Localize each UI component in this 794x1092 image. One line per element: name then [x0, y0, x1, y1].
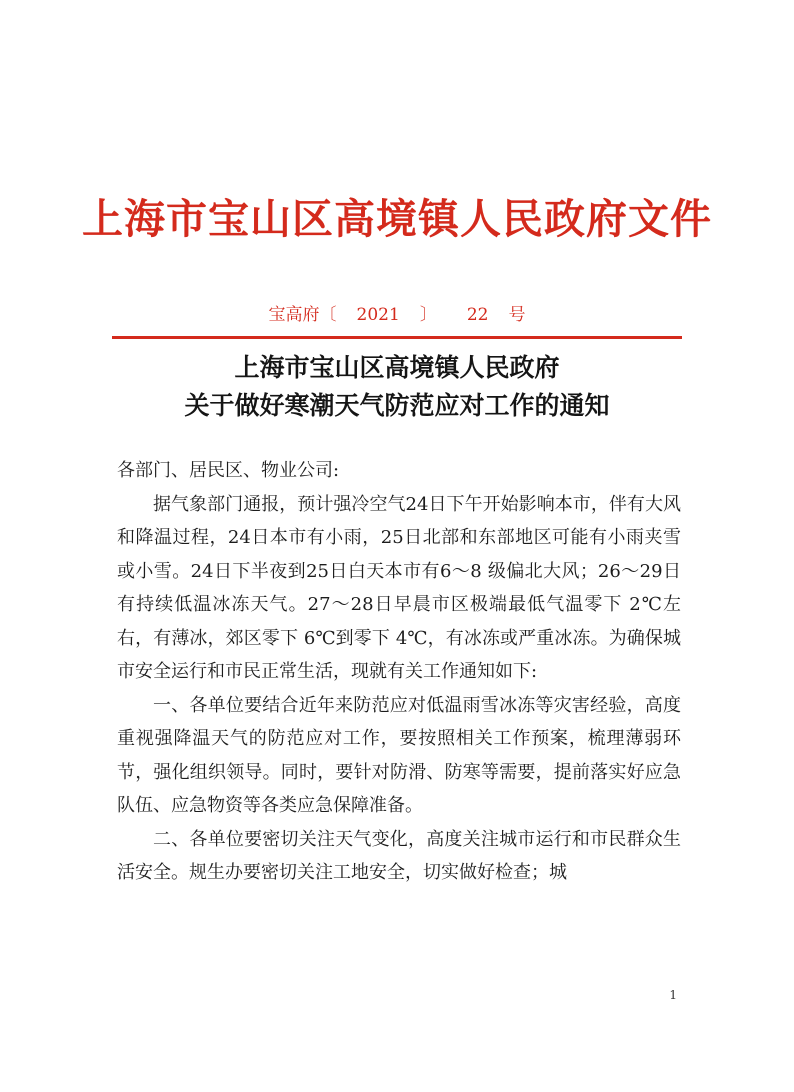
header-red-rule	[112, 336, 682, 339]
doc-number-suffix: 号	[508, 305, 526, 325]
doc-year: 2021	[356, 305, 400, 325]
paragraph-2: 一、各单位要结合近年来防范应对低温雨雪冰冻等灾害经验，高度重视强降温天气的防范应对工作，要按照相关工作预案，梳理薄弱环节，强化组织领导。同时，要针对防滑、防寒等需要，提前落实好应急队伍、应急物资等各类应急保障准备。	[117, 694, 681, 816]
issuer-header: 上海市宝山区高境镇人民政府文件	[82, 195, 712, 243]
doc-number-value: 22	[466, 305, 489, 325]
doc-prefix: 宝高府	[268, 305, 320, 325]
year-open-bracket: 〔	[319, 305, 337, 325]
notice-body	[117, 454, 681, 890]
salutation: 各部门、居民区、物业公司:	[117, 460, 340, 481]
year-close-bracket: 〕	[419, 305, 437, 325]
document-number	[0, 300, 794, 325]
paragraph-1: 据气象部门通报，预计强冷空气24日下午开始影响本市，伴有大风和降温过程，24日本市有小雨，25日北部和东部地区可能有小雨夹雪或小雪。24日下半夜到25日白天本市有6～8 级偏北大风；26～29日有持续低温冰冻天气。27～28日早晨市区极端最低气温零下 2℃左右，有薄冰，郊区零下 6℃到零下 4℃，有冰冻或严重冰冻。为确保城市安全运行和市民正常生活，现就有关工作通知如下:	[117, 493, 681, 682]
paragraph-3: 二、各单位要密切关注天气变化，高度关注城市运行和市民群众生活安全。规生办要密切关注工地安全，切实做好检查；城	[117, 828, 681, 883]
notice-title-line-1: 上海市宝山区高境镇人民政府	[234, 353, 560, 382]
page-number: 1	[669, 988, 677, 1002]
notice-title-line-2: 关于做好寒潮天气防范应对工作的通知	[184, 391, 610, 420]
